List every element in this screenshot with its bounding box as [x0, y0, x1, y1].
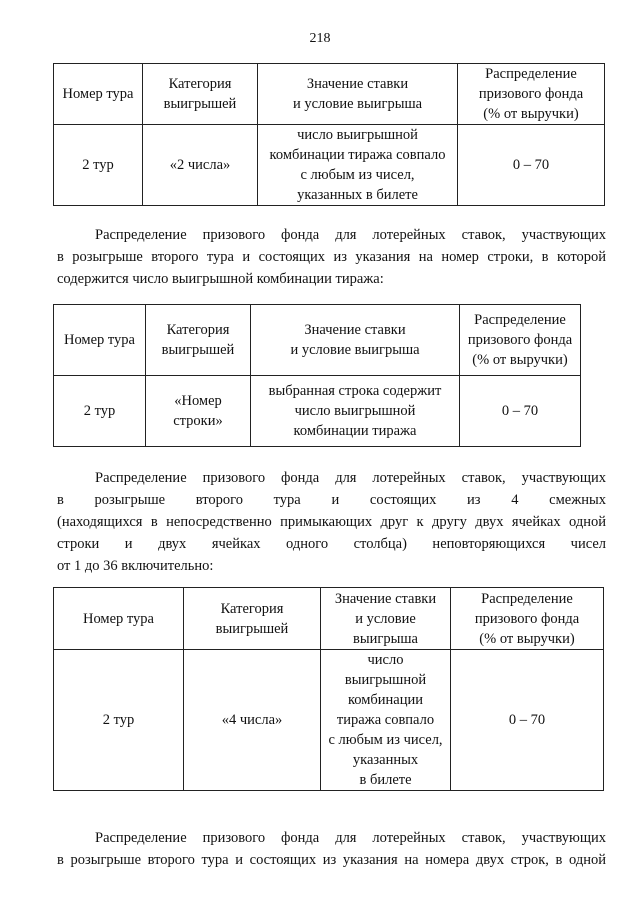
header-prize-distribution: Распределение призового фонда (% от выручки): [458, 64, 605, 125]
paragraph-line: содержится число выигрышной комбинации тиража:: [57, 271, 384, 287]
cell-prize-distribution: 0 – 70: [460, 376, 581, 447]
header-round-number: Номер тура: [54, 64, 143, 125]
header-bet-condition: Значение ставки и условие выигрыша: [321, 588, 451, 650]
cell-prize-distribution: 0 – 70: [451, 650, 604, 791]
table-header-row: [54, 588, 604, 650]
paragraph-1: [57, 224, 606, 290]
header-bet-condition: Значение ставки и условие выигрыша: [251, 305, 460, 376]
prize-table-1: [53, 63, 605, 206]
table-row: [54, 376, 581, 447]
header-prize-category: Категория выигрышей: [184, 588, 321, 650]
prize-table-3: [53, 587, 604, 791]
paragraph-line: Распределение призового фонда для лотерейных ставок, участвующих: [95, 227, 606, 243]
cell-prize-distribution: 0 – 70: [458, 125, 605, 206]
prize-table-2: [53, 304, 581, 447]
page-number: 218: [309, 31, 331, 46]
header-bet-condition: Значение ставки и условие выигрыша: [258, 64, 458, 125]
paragraph-line: в розыгрыше второго тура и состоящих из указания на номер строки, в которой: [57, 249, 606, 265]
table-row: [54, 125, 605, 206]
cell-round-number: 2 тур: [54, 125, 143, 206]
cell-bet-condition: число выигрышной комбинации тиража совпало с любым из чисел, указанных в билете: [321, 650, 451, 791]
paragraph-3: [57, 827, 606, 871]
header-round-number: Номер тура: [54, 588, 184, 650]
table-row: [54, 650, 604, 791]
paragraph-line: в розыгрыше второго тура и состоящих из указания на номера двух строк, в одной: [57, 852, 606, 868]
table-header-row: [54, 305, 581, 376]
paragraph-line: от 1 до 36 включительно:: [57, 558, 214, 574]
paragraph-line: в розыгрыше второго тура и состоящих из 4 смежных: [57, 492, 606, 508]
cell-prize-category: «4 числа»: [184, 650, 321, 791]
table-header-row: [54, 64, 605, 125]
paragraph-line: (находящихся в непосредственно примыкающих друг к другу двух ячейках одной: [57, 514, 606, 530]
header-prize-distribution: Распределение призового фонда (% от выручки): [460, 305, 581, 376]
cell-prize-category: «2 числа»: [143, 125, 258, 206]
header-prize-category: Категория выигрышей: [143, 64, 258, 125]
cell-prize-category: «Номер строки»: [146, 376, 251, 447]
paragraph-line: строки и двух ячейках одного столбца) неповторяющихся чисел: [57, 536, 606, 552]
cell-round-number: 2 тур: [54, 376, 146, 447]
header-prize-category: Категория выигрышей: [146, 305, 251, 376]
paragraph-line: Распределение призового фонда для лотерейных ставок, участвующих: [95, 830, 606, 846]
cell-bet-condition: число выигрышной комбинации тиража совпало с любым из чисел, указанных в билете: [258, 125, 458, 206]
header-prize-distribution: Распределение призового фонда (% от выручки): [451, 588, 604, 650]
paragraph-2: [57, 467, 606, 577]
cell-bet-condition: выбранная строка содержит число выигрышной комбинации тиража: [251, 376, 460, 447]
cell-round-number: 2 тур: [54, 650, 184, 791]
paragraph-line: Распределение призового фонда для лотерейных ставок, участвующих: [95, 470, 606, 486]
header-round-number: Номер тура: [54, 305, 146, 376]
